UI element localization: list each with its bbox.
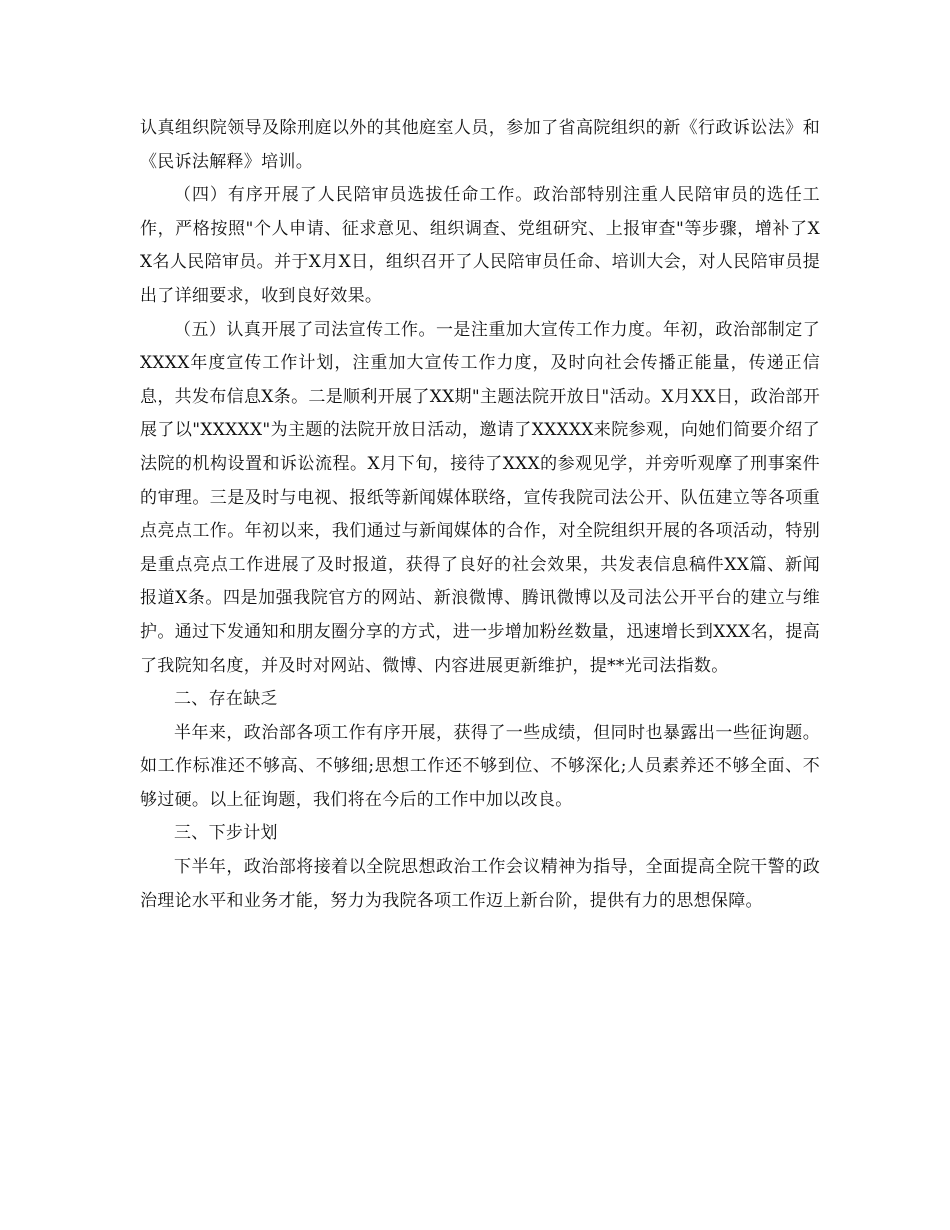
section-heading-shortcomings: 二、存在缺乏 [174, 689, 278, 710]
paragraph-shortcomings: 半年来，政治部各项工作有序开展，获得了一些成绩，但同时也暴露出一些征询题。如工作标准还不够高、不够细;思想工作还不够到位、不够深化;人员素养还不够全面、不够过硬。以上征询题，我们将在今后的工作中加以改良。 [140, 722, 820, 810]
section-heading-next-plan: 三、下步计划 [174, 823, 278, 844]
paragraph-juror-selection: （四）有序开展了人民陪审员选拔任命工作。政治部特别注重人民陪审员的选任工作，严格按照"个人申请、征求意见、组织调查、党组研究、上报审查"等步骤，增补了XX名人民陪审员。并于X月X日，组织召开了人民陪审员任命、培训大会，对人民陪审员提出了详细要求，收到良好效果。 [140, 185, 820, 306]
paragraph-training-continued: 认真组织院领导及除刑庭以外的其他庭室人员，参加了省高院组织的新《行政诉讼法》和《民诉法解释》培训。 [140, 118, 820, 172]
paragraph-next-plan: 下半年，政治部将接着以全院思想政治工作会议精神为指导，全面提高全院干警的政治理论水平和业务才能，努力为我院各项工作迈上新台阶，提供有力的思想保障。 [140, 857, 820, 911]
paragraph-judicial-publicity: （五）认真开展了司法宣传工作。一是注重加大宣传工作力度。年初，政治部制定了XXXX年度宣传工作计划，注重加大宣传工作力度，及时向社会传播正能量，传递正信息，共发布信息X条。二是顺利开展了XX期"主题法院开放日"活动。X月XX日，政治部开展了以"XXXXX"为主题的法院开放日活动，邀请了XXXXX来院参观，向她们简要介绍了法院的机构设置和诉讼流程。X月下旬，接待了XXX的参观见学，并旁听观摩了刑事案件的审理。三是及时与电视、报纸等新闻媒体联络，宣传我院司法公开、队伍建立等各项重点亮点工作。年初以来，我们通过与新闻媒体的合作，对全院组织开展的各项活动，特别是重点亮点工作进展了及时报道，获得了良好的社会效果，共发表信息稿件XX篇、新闻报道X条。四是加强我院官方的网站、新浪微博、腾讯微博以及司法公开平台的建立与维护。通过下发通知和朋友圈分享的方式，进一步增加粉丝数量，迅速增长到XXX名，提高了我院知名度，并及时对网站、微博、内容进展更新维护，提**光司法指数。 [140, 319, 820, 676]
document-body [140, 112, 820, 918]
